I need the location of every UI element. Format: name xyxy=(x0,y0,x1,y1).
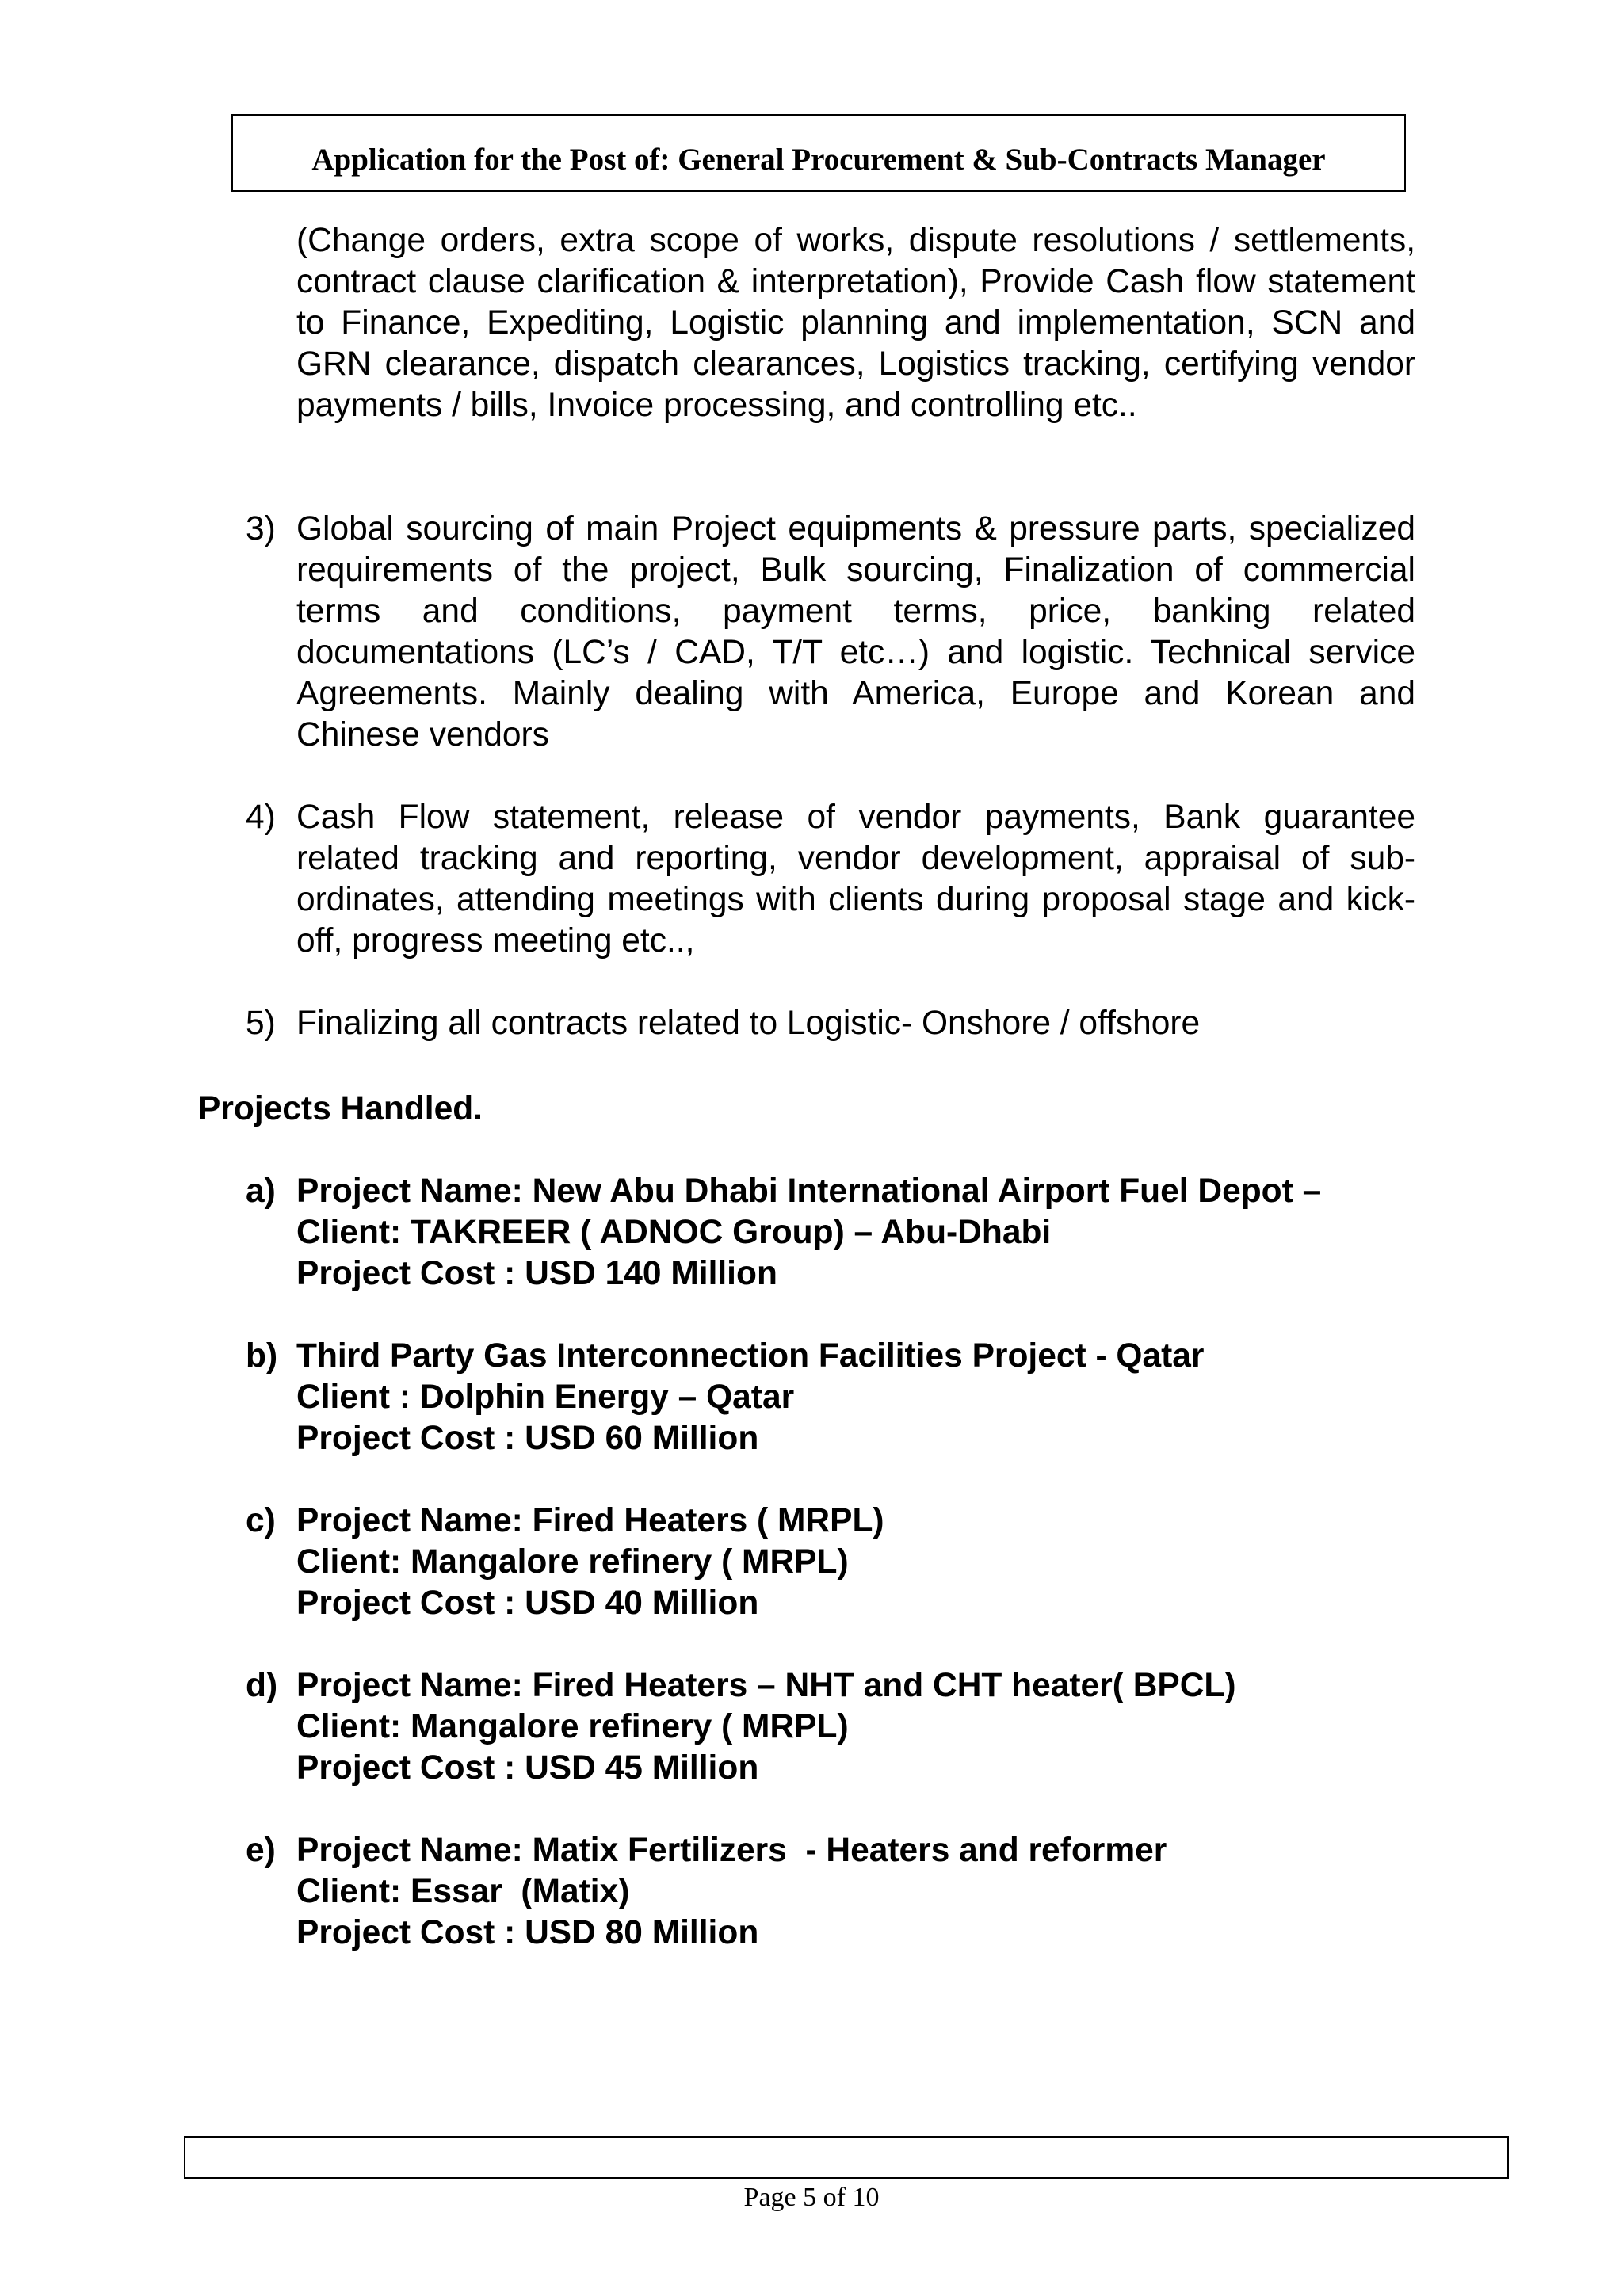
project-name: Project Name: Matix Fertilizers - Heaters and reformer xyxy=(296,1832,1167,1869)
project-entry xyxy=(238,1171,1426,1295)
page-header xyxy=(231,114,1406,192)
list-item-marker: 4) xyxy=(246,799,276,836)
project-entry xyxy=(238,1336,1426,1459)
project-cost: Project Cost : USD 40 Million xyxy=(296,1585,759,1622)
project-cost: Project Cost : USD 60 Million xyxy=(296,1420,759,1457)
project-client: Client: TAKREER ( ADNOC Group) – Abu-Dhabi xyxy=(296,1214,1052,1251)
project-name: Project Name: New Abu Dhabi International Airport Fuel Depot – xyxy=(296,1173,1322,1210)
project-client: Client : Dolphin Energy – Qatar xyxy=(296,1379,795,1416)
project-marker: b) xyxy=(246,1337,278,1375)
project-name: Project Name: Fired Heaters – NHT and CHT heater( BPCL) xyxy=(296,1667,1236,1704)
list-item-marker: 3) xyxy=(246,510,276,547)
list-item-text: Cash Flow statement, release of vendor payments, Bank guarantee related tracking and reporting, vendor development, appraisal of sub-ordinates, attending meetings with clients during proposal stage and kick-off, progress meeting etc.., xyxy=(296,799,1415,959)
project-entry xyxy=(238,1665,1426,1789)
list-item-text: Finalizing all contracts related to Logistic- Onshore / offshore xyxy=(296,1005,1201,1042)
project-client: Client: Essar (Matix) xyxy=(296,1873,630,1910)
project-cost: Project Cost : USD 45 Million xyxy=(296,1749,759,1787)
project-name: Third Party Gas Interconnection Facilities Project - Qatar xyxy=(296,1337,1205,1375)
project-entry xyxy=(238,1501,1426,1624)
page-footer-box xyxy=(184,2136,1509,2179)
list-item-marker: 5) xyxy=(246,1005,276,1042)
project-client: Client: Mangalore refinery ( MRPL) xyxy=(296,1543,849,1581)
list-item xyxy=(238,1003,1415,1044)
project-client: Client: Mangalore refinery ( MRPL) xyxy=(296,1708,849,1745)
project-marker: c) xyxy=(246,1502,276,1539)
project-cost: Project Cost : USD 140 Million xyxy=(296,1255,777,1292)
project-marker: e) xyxy=(246,1832,276,1869)
project-marker: d) xyxy=(246,1667,278,1704)
project-entry xyxy=(238,1830,1426,1954)
projects-heading: Projects Handled. xyxy=(198,1090,483,1127)
project-marker: a) xyxy=(246,1173,276,1210)
list-item-text: Global sourcing of main Project equipments & pressure parts, specialized requirements of the project, Bulk sourcing, Finalization of commercial terms and conditions, payment terms, price, banking related documentations (LC’s / CAD, T/T etc…) and logistic. Technical service Agreements. Mainly dealing with America, Europe and Korean and Chinese vendors xyxy=(296,510,1415,753)
list-item xyxy=(238,797,1415,962)
list-item xyxy=(238,509,1415,756)
project-cost: Project Cost : USD 80 Million xyxy=(296,1914,759,1951)
header-title: Application for the Post of: General Procurement & Sub-Contracts Manager xyxy=(311,142,1326,177)
page-number: Page 5 of 10 xyxy=(743,2183,880,2212)
project-name: Project Name: Fired Heaters ( MRPL) xyxy=(296,1502,884,1539)
continuation-paragraph: (Change orders, extra scope of works, dispute resolutions / settlements, contract clause clarification & interpretation), Provide Cash flow statement to Finance, Expediting, Logistic planning and implementation, SCN and GRN clearance, dispatch clearances, Logistics tracking, certifying vendor payments / bills, Invoice processing, and controlling etc.. xyxy=(296,222,1415,424)
